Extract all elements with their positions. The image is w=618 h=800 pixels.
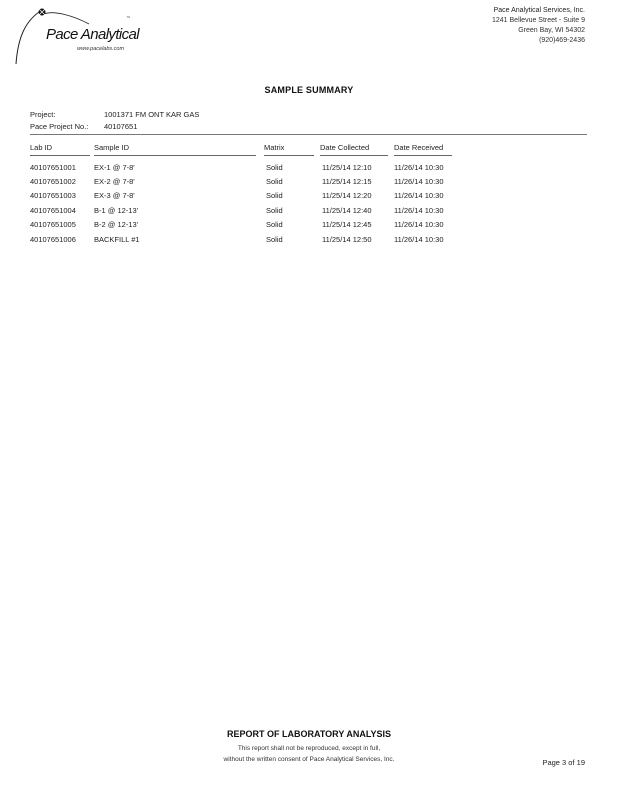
cell-lab-id: 40107651001 <box>30 163 76 172</box>
project-value: 1001371 FM ONT KAR GAS <box>104 110 200 119</box>
cell-matrix: Solid <box>266 206 283 215</box>
cell-lab-id: 40107651002 <box>30 177 76 186</box>
cell-sample-id: B-2 @ 12-13' <box>94 220 139 229</box>
svg-text:™: ™ <box>126 16 131 22</box>
cell-matrix: Solid <box>266 177 283 186</box>
cell-matrix: Solid <box>266 163 283 172</box>
cell-sample-id: EX-1 @ 7-8' <box>94 163 135 172</box>
project-label: Project: <box>30 110 56 119</box>
cell-date-collected: 11/25/14 12:40 <box>322 206 372 215</box>
company-phone: (920)469-2436 <box>539 37 585 44</box>
address-line1: 1241 Bellevue Street - Suite 9 <box>491 17 585 24</box>
cell-lab-id: 40107651003 <box>30 191 76 200</box>
cell-date-received: 11/26/14 10:30 <box>394 191 444 200</box>
footer-note-line1: This report shall not be reproduced, except in full, <box>237 745 381 752</box>
col-header-lab-id: Lab ID <box>30 143 53 152</box>
header-underline <box>264 155 314 156</box>
page-number: Page 3 of 19 <box>542 758 585 767</box>
divider <box>30 134 587 135</box>
cell-sample-id: EX-2 @ 7-8' <box>94 177 135 186</box>
logo-website: www.pacelabs.com <box>77 46 125 52</box>
company-address <box>492 6 585 46</box>
cell-lab-id: 40107651004 <box>30 206 76 215</box>
cell-matrix: Solid <box>266 220 283 229</box>
cell-sample-id: EX-3 @ 7-8' <box>94 191 135 200</box>
page-title: SAMPLE SUMMARY <box>264 85 354 95</box>
cell-lab-id: 40107651006 <box>30 235 76 244</box>
header-underline <box>394 155 452 156</box>
project-row <box>30 110 199 119</box>
col-header-sample-id: Sample ID <box>94 143 130 152</box>
cell-date-collected: 11/25/14 12:50 <box>322 235 372 244</box>
cell-date-collected: 11/25/14 12:15 <box>322 177 372 186</box>
cell-date-received: 11/26/14 10:30 <box>394 235 444 244</box>
pace-logo <box>14 6 144 68</box>
header-underline <box>94 155 256 156</box>
cell-date-collected: 11/25/14 12:45 <box>322 220 372 229</box>
cell-date-collected: 11/25/14 12:10 <box>322 163 372 172</box>
address-line2: Green Bay, WI 54302 <box>518 27 585 34</box>
cell-date-collected: 11/25/14 12:20 <box>322 191 372 200</box>
pace-project-value: 40107651 <box>104 122 138 131</box>
cell-date-received: 11/26/14 10:30 <box>394 163 444 172</box>
pace-project-label: Pace Project No.: <box>30 122 89 131</box>
company-name: Pace Analytical Services, Inc. <box>493 7 585 14</box>
cell-sample-id: B-1 @ 12-13' <box>94 206 139 215</box>
header-underline <box>30 155 90 156</box>
cell-date-received: 11/26/14 10:30 <box>394 220 444 229</box>
cell-date-received: 11/26/14 10:30 <box>394 177 444 186</box>
col-header-date-collected: Date Collected <box>320 143 370 152</box>
logo-name: Pace Analytical <box>46 26 139 43</box>
header-underline <box>320 155 388 156</box>
footer-title: REPORT OF LABORATORY ANALYSIS <box>226 729 392 739</box>
cell-date-received: 11/26/14 10:30 <box>394 206 444 215</box>
cell-matrix: Solid <box>266 191 283 200</box>
cell-sample-id: BACKFILL #1 <box>94 235 140 244</box>
col-header-matrix: Matrix <box>264 143 285 152</box>
cell-matrix: Solid <box>266 235 283 244</box>
pace-project-row <box>30 122 137 131</box>
col-header-date-received: Date Received <box>394 143 444 152</box>
footer-note-line2: without the written consent of Pace Analytical Services, Inc. <box>223 756 395 763</box>
cell-lab-id: 40107651005 <box>30 220 76 229</box>
